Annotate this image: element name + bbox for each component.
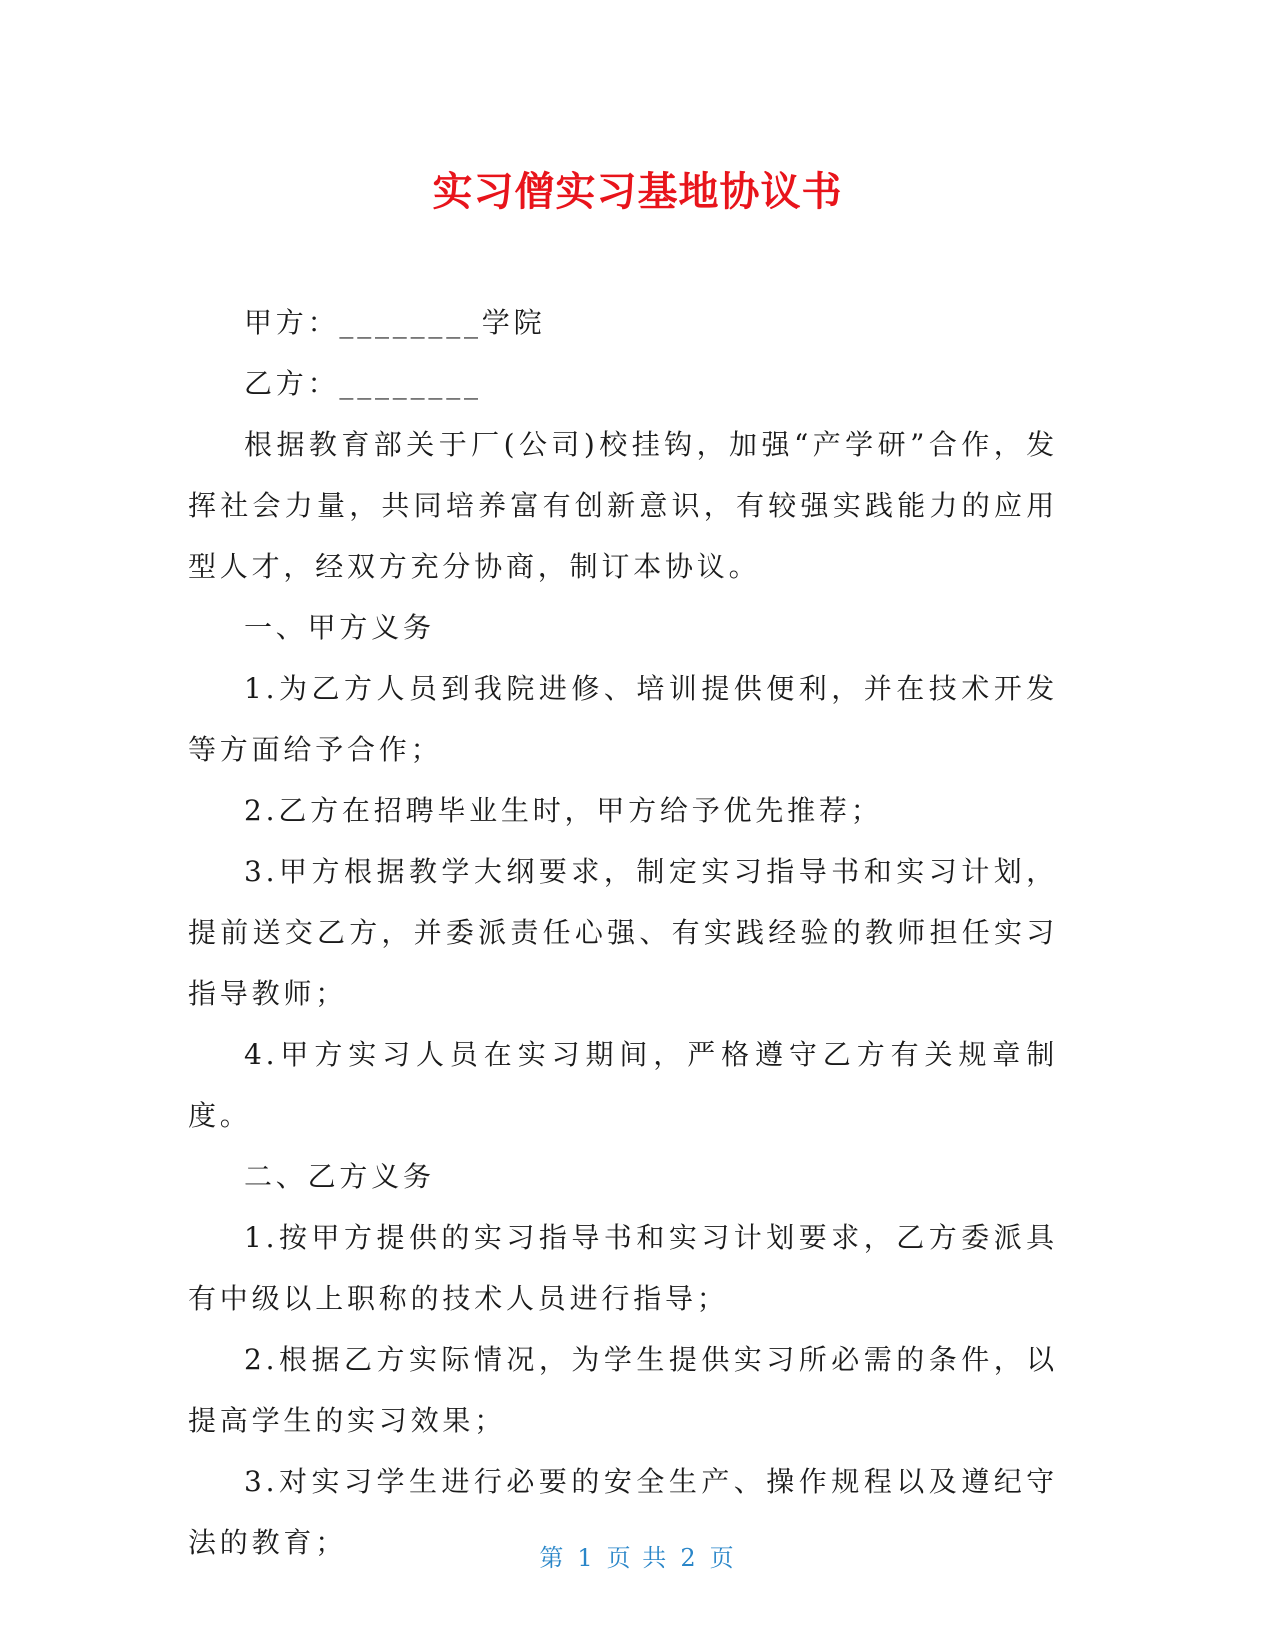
- page-label-prefix: 第: [539, 1544, 566, 1572]
- document-title: 实习僧实习基地协议书: [432, 169, 843, 215]
- page-number-footer: [0, 1538, 1275, 1573]
- page-total: 2: [680, 1544, 698, 1572]
- party-a-clause-1: 1.为乙方人员到我院进修、培训提供便利，并在技术开发等方面给予合作；: [188, 672, 1058, 766]
- party-b-clause-1: 1.按甲方提供的实习指导书和实习计划要求，乙方委派具有中级以上职称的技术人员进行指导；: [188, 1221, 1058, 1315]
- section-heading-party-a-duties: 一、甲方义务: [244, 611, 435, 644]
- party-b-clause-2: 2.根据乙方实际情况，为学生提供实习所必需的条件，以提高学生的实习效果；: [188, 1343, 1058, 1437]
- party-b-line: 乙方：________: [244, 367, 482, 400]
- preamble-paragraph: 根据教育部关于厂(公司)校挂钩，加强“产学研”合作，发挥社会力量，共同培养富有创新意识，有较强实践能力的应用型人才，经双方充分协商，制订本协议。: [188, 428, 1058, 583]
- page-label-suffix: 页: [709, 1544, 736, 1572]
- document-body: [188, 292, 1058, 1573]
- page-current: 1: [577, 1544, 595, 1572]
- section-heading-party-b-duties: 二、乙方义务: [244, 1160, 435, 1193]
- page-label-mid: 页 共: [606, 1544, 669, 1572]
- party-a-line: 甲方：________学院: [244, 306, 546, 339]
- party-a-clause-2: 2.乙方在招聘毕业生时，甲方给予优先推荐；: [244, 794, 883, 827]
- party-a-clause-3: 3.甲方根据教学大纲要求，制定实习指导书和实习计划，提前送交乙方，并委派责任心强、有实践经验的教师担任实习指导教师；: [188, 855, 1058, 1010]
- party-a-clause-4: 4.甲方实习人员在实习期间，严格遵守乙方有关规章制度。: [188, 1038, 1058, 1132]
- party-b-clause-3: 3.对实习学生进行必要的安全生产、操作规程以及遵纪守法的教育；: [188, 1465, 1058, 1559]
